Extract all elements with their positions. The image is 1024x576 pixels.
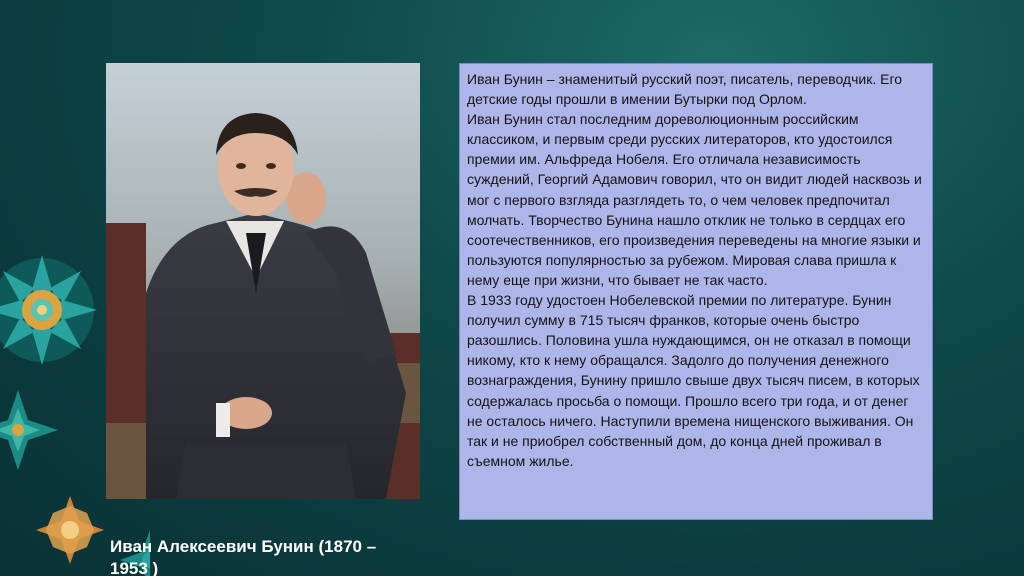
biography-paragraph: Иван Бунин – знаменитый русский поэт, писатель, переводчик. Его детские годы прошли в имении Бутырки под Орлом. <box>467 71 903 108</box>
biography-text-box <box>459 63 933 520</box>
portrait-photo <box>106 63 420 499</box>
biography-paragraph: Иван Бунин стал последним дореволюционным российским классиком, и первым среди русских литераторов, кто удостоился премии им. Альфреда Нобеля. Его отличала независимость суждений, Георгий Адамович говорил, что он видит людей насквозь и мог с первого взгляда разглядеть то, о чем человек предпочитал молчать. Творчество Бунина нашло отклик не только в сердцах его соотечественников, его произведения переведены на многие языки и пользуются популярностью за рубежом. Мировая слава пришла к нему еще при жизни, что бывает не так часто. <box>467 111 922 288</box>
portrait-caption: Иван Алексеевич Бунин (1870 – 1953 ) <box>110 537 377 576</box>
biography-paragraph: В 1933 году удостоен Нобелевской премии по литературе. Бунин получил сумму в 715 тысяч франков, которые очень быстро разошлись. Половина ушла нуждающимся, он не отказал в помощи никому, кто к нему обращался. Задолго до получения денежного вознаграждения, Бунину пришло свыше двух тысяч писем, в которых содержалась просьба о помощи. Прошло всего три года, и от денег не осталось ничего. Наступили времена нищенского выживания. Он так и не приобрел собственный дом, до конца дней проживал в съемном жилье. <box>467 292 920 469</box>
